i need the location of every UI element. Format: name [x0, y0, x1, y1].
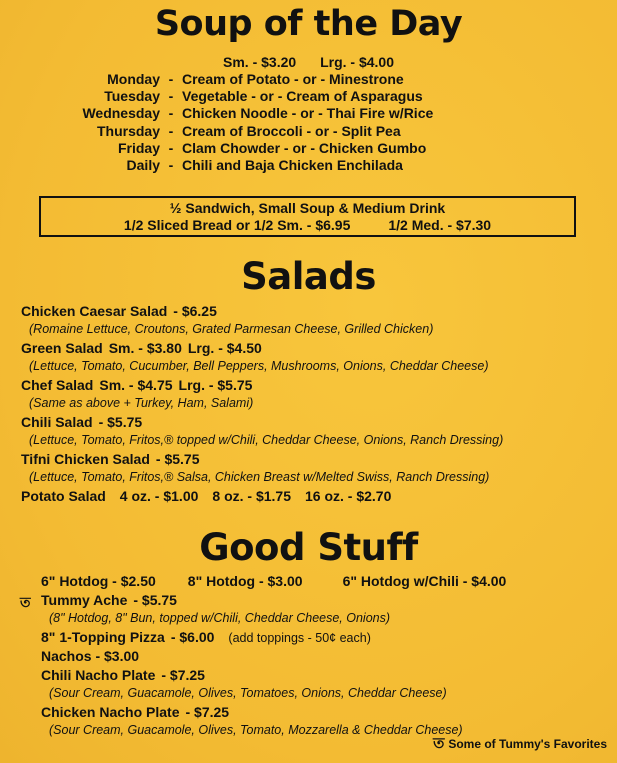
- menu-item-potato-salad: [21, 487, 503, 506]
- item-description: (Lettuce, Tomato, Cucumber, Bell Peppers, Mushrooms, Onions, Cheddar Cheese): [29, 359, 489, 373]
- item-name: Potato Salad: [21, 488, 106, 504]
- soup-day-row: Friday - Clam Chowder - or - Chicken Gumbo: [80, 140, 433, 157]
- soup-day-list: [80, 71, 433, 174]
- item-price: 16 oz. - $2.70: [304, 488, 392, 504]
- good-stuff-title: Good Stuff: [199, 526, 418, 569]
- soup-day-row: Monday - Cream of Potato - or - Minestrone: [80, 71, 433, 88]
- item-description: (Sour Cream, Guacamole, Olives, Tomato, Mozzarella & Cheddar Cheese): [49, 723, 463, 737]
- soup-day-row: Tuesday - Vegetable - or - Cream of Asparagus: [80, 88, 433, 105]
- day-soups: Cream of Broccoli - or - Split Pea: [182, 122, 401, 139]
- item-price: - $6.25: [173, 303, 217, 319]
- salads-title: Salads: [241, 255, 376, 298]
- item-price: - $5.75: [133, 592, 177, 608]
- item-price: 4 oz. - $1.00: [119, 488, 199, 504]
- day-soups: Vegetable - or - Cream of Asparagus: [182, 88, 423, 105]
- hotdog-chili: 6" Hotdog w/Chili - $4.00: [342, 573, 507, 589]
- soup-price-small: Sm. - $3.20: [223, 54, 297, 70]
- item-price: - $5.75: [155, 451, 200, 467]
- day-name: Friday: [117, 139, 160, 156]
- menu-item-hotdogs: [41, 572, 506, 591]
- item-description: (Lettuce, Tomato, Fritos,® Salsa, Chicken Breast w/Melted Swiss, Ranch Dressing): [29, 470, 490, 484]
- menu-item: [21, 413, 503, 432]
- day-name: Tuesday: [104, 88, 160, 105]
- item-name: Tummy Ache: [41, 592, 128, 608]
- day-name: Daily: [126, 157, 160, 174]
- menu-item-chicken-nacho: [41, 703, 506, 722]
- item-description: (Lettuce, Tomato, Fritos,® topped w/Chili, Cheddar Cheese, Onions, Ranch Dressing): [29, 433, 504, 447]
- soup-title: Soup of the Day: [154, 4, 463, 44]
- tummy-squiggle-icon: ত: [433, 735, 445, 752]
- day-soups: Chicken Noodle - or - Thai Fire w/Rice: [182, 105, 434, 122]
- day-soups: Clam Chowder - or - Chicken Gumbo: [182, 139, 427, 156]
- good-stuff-list: [41, 572, 506, 740]
- menu-item: [21, 302, 503, 321]
- menu-item: [21, 450, 503, 469]
- item-name: Chef Salad: [21, 377, 94, 393]
- item-price: - $5.75: [98, 414, 143, 430]
- combo-sliced-bread: 1/2 Sliced Bread or 1/2 Sm. - $6.95: [123, 217, 351, 233]
- menu-item-nachos: Nachos - $3.00: [41, 648, 140, 664]
- combo-line2: [41, 217, 574, 234]
- soup-day-row: Thursday - Cream of Broccoli - or - Split Pea: [80, 123, 433, 140]
- hotdog-8: 8" Hotdog - $3.00: [187, 573, 303, 589]
- day-name: Thursday: [96, 122, 160, 139]
- soup-day-row: Daily - Chili and Baja Chicken Enchilada: [80, 157, 433, 174]
- item-price: - $7.25: [185, 704, 230, 720]
- item-description: (Same as above + Turkey, Ham, Salami): [29, 396, 254, 410]
- item-price: 8 oz. - $1.75: [212, 488, 291, 504]
- pizza-addon-note: (add toppings - 50¢ each): [228, 631, 371, 645]
- item-name: Green Salad: [21, 340, 103, 356]
- combo-line1: ½ Sandwich, Small Soup & Medium Drink: [169, 200, 446, 216]
- item-description: (Romaine Lettuce, Croutons, Grated Parmesan Cheese, Grilled Chicken): [29, 322, 434, 336]
- combo-medium: 1/2 Med. - $7.30: [388, 217, 492, 233]
- item-name: Chicken Nacho Plate: [41, 704, 180, 720]
- menu-item-tummy-ache: [41, 591, 506, 610]
- soup-prices: [0, 54, 617, 70]
- item-price: - $6.00: [170, 629, 215, 645]
- combo-box: [39, 196, 576, 237]
- menu-item-pizza: [41, 628, 506, 647]
- menu-item-chili-nacho: [41, 666, 506, 685]
- favorites-note-text: Some of Tummy's Favorites: [448, 737, 607, 751]
- day-soups: Chili and Baja Chicken Enchilada: [182, 157, 403, 174]
- favorites-note: [433, 732, 607, 757]
- item-price: - $7.25: [161, 667, 205, 683]
- item-price: Sm. - $3.80: [108, 340, 182, 356]
- item-description: (8" Hotdog, 8" Bun, topped w/Chili, Cheddar Cheese, Onions): [49, 611, 391, 625]
- item-name: Chili Nacho Plate: [41, 667, 156, 683]
- item-name: 8" 1-Topping Pizza: [41, 629, 165, 645]
- tummy-squiggle-icon: ত: [20, 594, 31, 610]
- item-price: Sm. - $4.75: [99, 377, 173, 393]
- item-description: (Sour Cream, Guacamole, Olives, Tomatoes, Onions, Cheddar Cheese): [49, 686, 447, 700]
- day-soups: Cream of Potato - or - Minestrone: [182, 71, 404, 87]
- soup-day-row: Wednesday - Chicken Noodle - or - Thai Fire w/Rice: [80, 105, 433, 122]
- item-price-large: Lrg. - $5.75: [178, 377, 253, 393]
- menu-item: [21, 339, 503, 358]
- soup-price-large: Lrg. - $4.00: [320, 54, 394, 70]
- day-name: Wednesday: [82, 105, 160, 122]
- item-name: Chicken Caesar Salad: [21, 303, 168, 319]
- item-name: Tifni Chicken Salad: [21, 451, 150, 467]
- day-name: Monday: [107, 71, 160, 87]
- item-name: Chili Salad: [21, 414, 93, 430]
- salad-list: [21, 302, 503, 506]
- item-price-large: Lrg. - $4.50: [187, 340, 262, 356]
- hotdog-6: 6" Hotdog - $2.50: [41, 573, 156, 589]
- menu-item: [21, 376, 503, 395]
